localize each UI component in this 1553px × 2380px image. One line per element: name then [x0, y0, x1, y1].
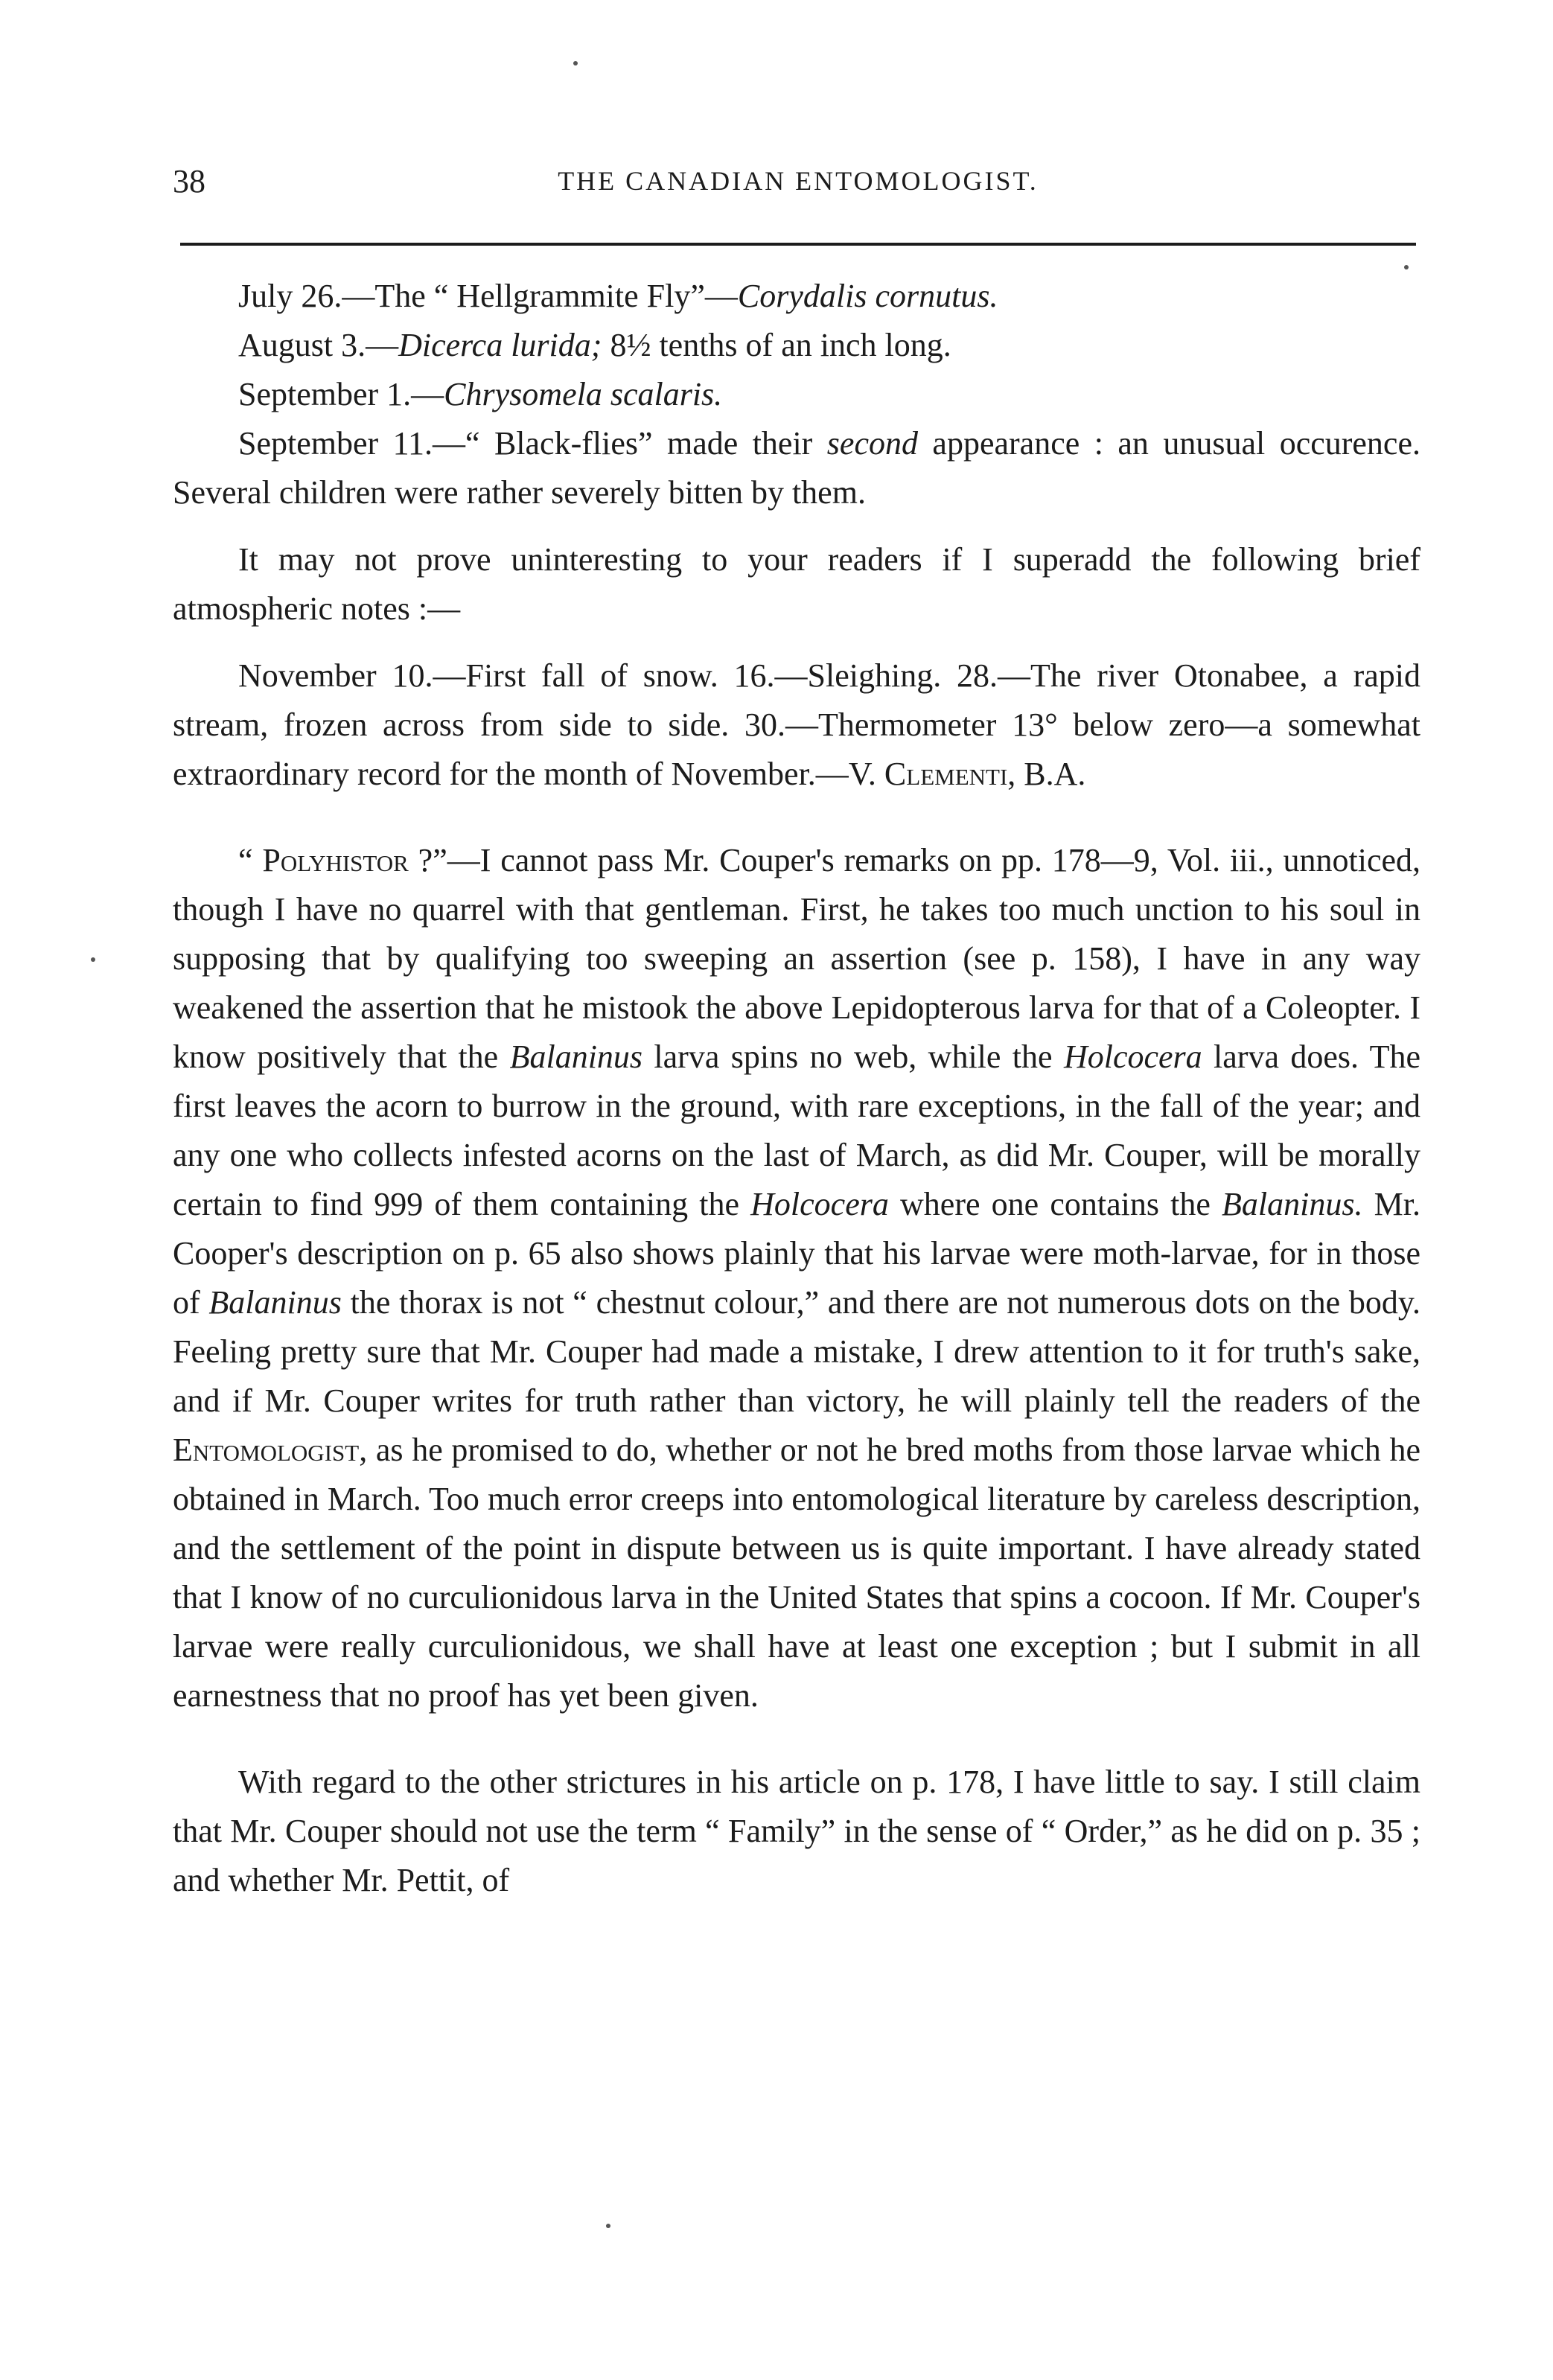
genus-name: Balaninus — [509, 1039, 643, 1075]
record-separator: — — [411, 376, 444, 412]
genus-name: Holcocera — [1063, 1039, 1202, 1075]
species-name: Chrysomela scalaris. — [444, 376, 723, 412]
record-july — [173, 272, 1420, 321]
section-title: Polyhistor ? — [262, 842, 433, 878]
genus-name: Balaninus — [208, 1284, 342, 1321]
record-september-1 — [173, 370, 1420, 419]
record-date: July 26. — [238, 278, 342, 314]
record-date: August 3. — [238, 327, 366, 363]
quote-mark: “ — [238, 842, 263, 878]
closing-paragraph: With regard to the other strictures in his article on p. 178, I have little to say. I still claim that Mr. Couper should not use the term “ Family” in the sense of “ Order,” as he did on p. 35 ; and whether Mr. Pettit, of — [173, 1764, 1420, 1898]
page-number: 38 — [173, 163, 205, 200]
species-name: Dicerca lurida; — [398, 327, 602, 363]
page-header — [173, 162, 1423, 214]
record-august — [173, 321, 1420, 370]
text-run: Mr. Cooper's description on p. 65 also shows plainly that his larvae were moth-larvae, for in those of — [173, 1186, 1420, 1321]
genus-name: Holcocera — [750, 1186, 889, 1222]
specks — [573, 61, 578, 66]
text-run: , as he promised to do, whether or not he bred moths from those larvae which he obtained in March. Too much error creeps into entomological literature by careless description, and the settlement of the point in dispute between us is quite important. I have already stated that I know of no curculionidous larva in the United States that spins a cocoon. If Mr. Couper's larvae were really curculionidous, we shall have at least one exception ; but I submit in all earnestness that no proof has yet been given. — [173, 1432, 1420, 1714]
signature: V. Clementi, B.A. — [848, 756, 1086, 792]
text-run: ”—I cannot pass Mr. Couper's remarks on pp. 178—9, Vol. iii., unnoticed, though I have no quarrel with that gentleman. First, he takes too much unction to his soul in supposing that by qualifying too sweeping an assertion (see p. 158), I have in any way weakened the assertion that he mistook the above Lepidopterous larva for that of a Coleopter. I know positively that the — [173, 842, 1421, 1075]
specks — [606, 2224, 610, 2228]
emphasis: second — [826, 425, 918, 462]
journal-name: Entomologist — [173, 1432, 360, 1468]
text-run: larva does. The first leaves the acorn to burrow in the ground, with rare exceptions, in the fall of the year; and any one who collects infested acorns on the last of March, as did Mr. Couper, will be morally certain to find 999 of them containing the — [173, 1039, 1421, 1222]
record-note: 8½ tenths of an inch long. — [602, 327, 951, 363]
record-separator: — — [366, 327, 399, 363]
record-september-11 — [173, 419, 1420, 517]
record-lead: September 11.—“ Black-flies” made their — [238, 425, 827, 462]
record-rest: appearance : an unusual occurence. Several children were rather severely bitten by them. — [173, 425, 1420, 511]
notes-text: November 10.—First fall of snow. 16.—Sleighing. 28.—The river Otonabee, a rapid stream, frozen across from side to side. 30.—Thermometer 13° below zero—a somewhat extraordinary record for the month of November.— — [173, 657, 1420, 792]
specks — [1404, 265, 1409, 269]
record-date: September 1. — [238, 376, 412, 412]
text-run: where one contains the — [888, 1186, 1222, 1222]
header-rule — [180, 243, 1416, 246]
atmospheric-intro: It may not prove uninteresting to your readers if I superadd the following brief atmospheric notes :— — [173, 541, 1420, 627]
text-run: larva spins no web, while the — [642, 1039, 1064, 1075]
polyhistor-paragraph — [173, 836, 1420, 1720]
running-title: THE CANADIAN ENTOMOLOGIST. — [558, 166, 1039, 196]
atmospheric-notes — [173, 651, 1420, 799]
specks — [91, 957, 95, 962]
genus-name: Balaninus. — [1222, 1186, 1363, 1222]
text-run: the thorax is not “ chestnut colour,” and there are not numerous dots on the body. Feeling pretty sure that Mr. Couper had made a mistake, I drew attention to it for truth's sake, and if Mr. Couper writes for truth rather than victory, he will plainly tell the readers of the — [173, 1284, 1420, 1419]
species-name: Corydalis cornutus. — [737, 278, 998, 314]
article-body — [173, 272, 1420, 1905]
record-separator: —The “ Hellgrammite Fly”— — [342, 278, 738, 314]
